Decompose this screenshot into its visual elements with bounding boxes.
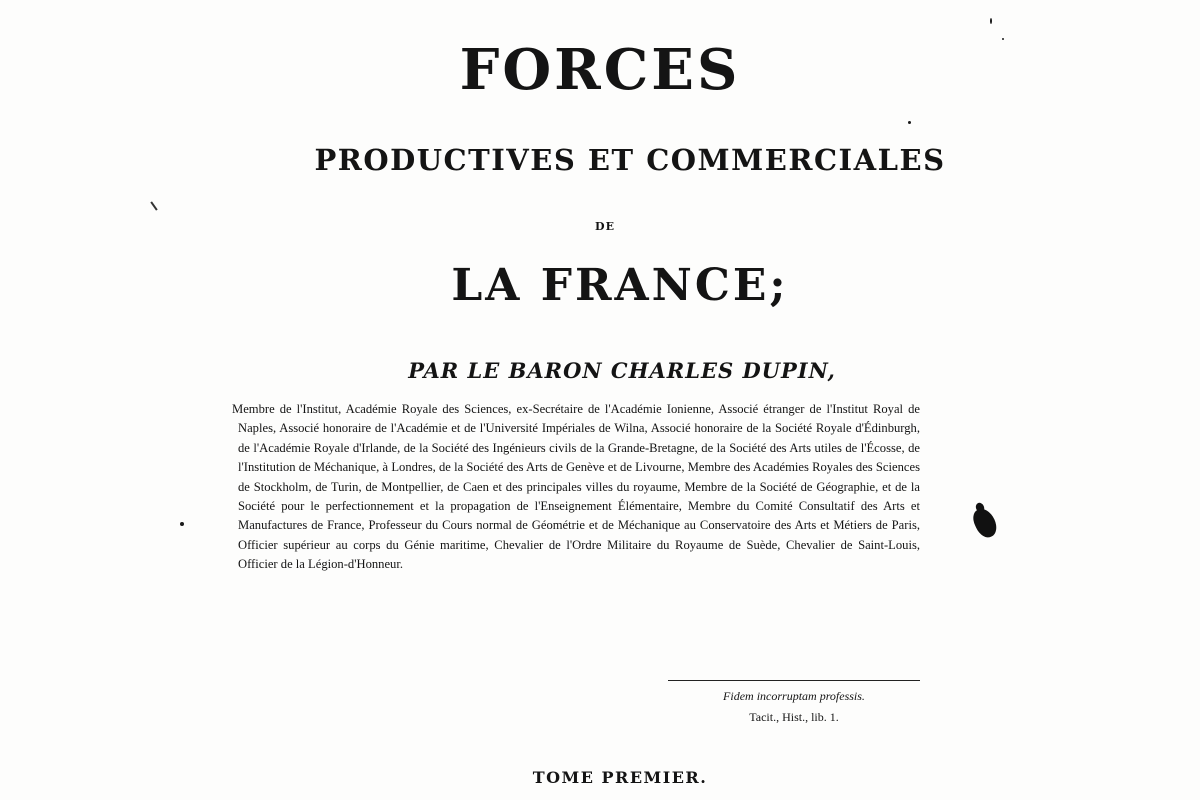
- epigraph-source: Tacit., Hist., lib. 1.: [749, 710, 839, 724]
- book-country: LA FRANCE;: [451, 260, 789, 311]
- scan-speck: [908, 121, 911, 124]
- title-connector: DE: [595, 220, 615, 233]
- epigraph-quote: Fidem incorruptam professis.: [723, 689, 865, 703]
- scan-speck: [1002, 38, 1004, 40]
- scan-mark: [150, 201, 157, 210]
- book-title: FORCES: [459, 37, 741, 103]
- volume-label: TOME PREMIER.: [532, 768, 708, 787]
- ink-blot: [970, 505, 1001, 541]
- epigraph-divider: [668, 680, 920, 681]
- scan-speck: [180, 522, 184, 526]
- scan-speck: [990, 18, 992, 24]
- book-subtitle: PRODUCTIVES ET COMMERCIALES: [314, 143, 946, 177]
- author-credentials: Membre de l'Institut, Académie Royale des Sciences, ex-Secrétaire de l'Académie Ionienne, Associé étranger de l'Institut Royal de Naples, Associé honoraire de l'Académie et de l'Université Impériales de Wilna, Associé honoraire de la Société Royale d'Édinburgh, de l'Académie Royale d'Irlande, de la Société des Ingénieurs civils de la Grande-Bretagne, de la Société des Arts utiles de l'Écosse, de l'Institution de Méchanique, à Londres, de la Société des Arts de Genève et de Livourne, Membre des Académies Royales des Sciences de Stockholm, de Turin, de Montpellier, de Caen et des principales villes du royaume, Membre de la Société de Géographie, et de la Société pour le perfectionnement et la propagation de l'Enseignement Élémentaire, Membre du Comité Consultatif des Arts et Manufactures de France, Professeur du Cours normal de Géométrie et de Méchanique au Conservatoire des Arts et Métiers de Paris, Officier supérieur au corps du Génie maritime, Chevalier de l'Ordre Militaire du Royaume de Suède, Chevalier de Saint-Louis, Officier de la Légion-d'Honneur.: [232, 402, 920, 572]
- author-line: PAR LE BARON CHARLES DUPIN,: [408, 358, 836, 383]
